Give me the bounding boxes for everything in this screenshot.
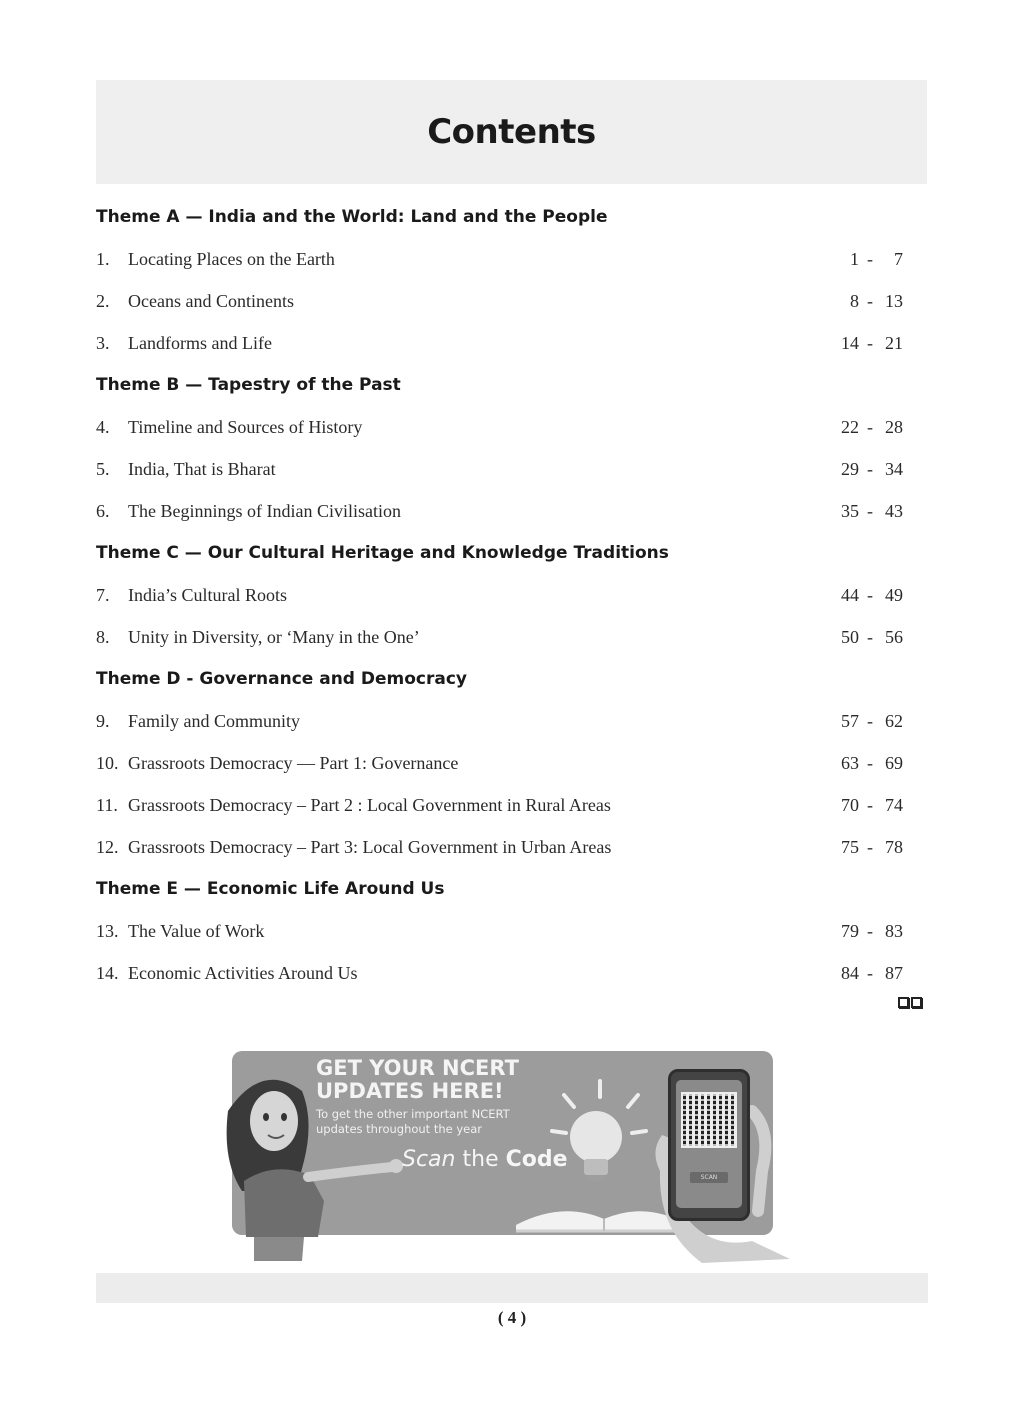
- page-range-separator: -: [867, 416, 873, 437]
- chapter-title: The Beginnings of Indian Civilisation: [128, 500, 401, 521]
- page-range: [837, 585, 927, 606]
- page-range-separator: -: [867, 794, 873, 815]
- page-start: 29: [841, 458, 859, 479]
- page-end: 69: [885, 752, 903, 773]
- chapter-number: 2.: [96, 290, 110, 311]
- page-end: 87: [885, 962, 903, 983]
- page-start: 63: [841, 752, 859, 773]
- page-start: 1: [850, 248, 859, 269]
- open-book-icon: [516, 1211, 688, 1231]
- theme-heading: Theme D - Governance and Democracy: [96, 669, 468, 689]
- page-start: 70: [841, 794, 859, 815]
- page-end: 62: [885, 710, 903, 731]
- phone-icon: [668, 1069, 750, 1221]
- page-start: 57: [841, 710, 859, 731]
- toc-entry[interactable]: [96, 826, 927, 868]
- page-start: 75: [841, 836, 859, 857]
- toc-entry[interactable]: [96, 280, 927, 322]
- page-end: 21: [885, 332, 903, 353]
- page-range-separator: -: [867, 920, 873, 941]
- page-range: [837, 963, 927, 984]
- square-icon: [911, 997, 922, 1008]
- banner-subtext: [316, 1107, 576, 1137]
- scan-the-code-text: [402, 1147, 568, 1172]
- page-range-separator: -: [867, 248, 873, 269]
- page-end: 74: [885, 794, 903, 815]
- contents-header: [96, 80, 927, 184]
- page-title: Contents: [427, 112, 596, 152]
- toc-entry[interactable]: [96, 784, 927, 826]
- page-range: [837, 417, 927, 438]
- page-range: [837, 837, 927, 858]
- banner-subtext-line: To get the other important NCERT: [316, 1107, 510, 1121]
- chapter-number: 10.: [96, 752, 119, 773]
- toc-entry[interactable]: [96, 616, 927, 658]
- page-start: 8: [850, 290, 859, 311]
- page-end: 28: [885, 416, 903, 437]
- chapter-title: Landforms and Life: [128, 332, 272, 353]
- page-range: [837, 291, 927, 312]
- toc-entry[interactable]: [96, 406, 927, 448]
- phone-screen: [676, 1080, 742, 1208]
- page-start: 79: [841, 920, 859, 941]
- chapter-title: Family and Community: [128, 710, 301, 731]
- chapter-title: Grassroots Democracy — Part 1: Governance: [128, 752, 459, 773]
- page-range-separator: -: [867, 962, 873, 983]
- page-end: 7: [894, 248, 903, 269]
- toc-entry[interactable]: [96, 322, 927, 364]
- the-word: the: [462, 1147, 499, 1172]
- page-range: [837, 459, 927, 480]
- chapter-title: The Value of Work: [128, 920, 265, 941]
- page-range: [837, 249, 927, 270]
- phone-scan-button[interactable]: SCAN: [690, 1172, 728, 1183]
- toc-entry[interactable]: [96, 742, 927, 784]
- page-range-separator: -: [867, 500, 873, 521]
- page-end: 34: [885, 458, 903, 479]
- page-start: 35: [841, 500, 859, 521]
- chapter-number: 14.: [96, 962, 119, 983]
- chapter-number: 3.: [96, 332, 110, 353]
- page-end: 13: [885, 290, 903, 311]
- page-range: [837, 921, 927, 942]
- page-range-separator: -: [867, 290, 873, 311]
- page-range-separator: -: [867, 710, 873, 731]
- chapter-title: Locating Places on the Earth: [128, 248, 335, 269]
- chapter-title: Grassroots Democracy – Part 2 : Local Government in Rural Areas: [128, 794, 611, 815]
- theme-heading: Theme E — Economic Life Around Us: [96, 879, 445, 899]
- chapter-number: 4.: [96, 416, 110, 437]
- chapter-title: Unity in Diversity, or ‘Many in the One’: [128, 626, 420, 647]
- page-start: 44: [841, 584, 859, 605]
- page-start: 50: [841, 626, 859, 647]
- page-start: 22: [841, 416, 859, 437]
- page-range: [837, 627, 927, 648]
- banner-headline-line: UPDATES HERE!: [316, 1079, 504, 1103]
- toc-entry[interactable]: [96, 910, 927, 952]
- end-mark-icon: [898, 997, 922, 1008]
- page-range: [837, 501, 927, 522]
- footer-band: [96, 1273, 928, 1303]
- page-range-separator: -: [867, 626, 873, 647]
- chapter-title: Oceans and Continents: [128, 290, 294, 311]
- chapter-number: 5.: [96, 458, 110, 479]
- chapter-number: 6.: [96, 500, 110, 521]
- page-start: 14: [841, 332, 859, 353]
- theme-heading: Theme B — Tapestry of the Past: [96, 375, 401, 395]
- banner-headline: [316, 1057, 576, 1103]
- chapter-title: Timeline and Sources of History: [128, 416, 363, 437]
- chapter-title: India, That is Bharat: [128, 458, 276, 479]
- page-range-separator: -: [867, 752, 873, 773]
- toc-entry[interactable]: [96, 490, 927, 532]
- toc-entry[interactable]: [96, 700, 927, 742]
- page-end: 43: [885, 500, 903, 521]
- theme-heading: Theme C — Our Cultural Heritage and Knowledge Traditions: [96, 543, 669, 563]
- page-range-separator: -: [867, 332, 873, 353]
- page-end: 56: [885, 626, 903, 647]
- theme-heading: Theme A — India and the World: Land and the People: [96, 207, 608, 227]
- scan-word: Scan: [402, 1147, 456, 1172]
- chapter-number: 9.: [96, 710, 110, 731]
- page-range: [837, 711, 927, 732]
- code-word: Code: [505, 1147, 568, 1172]
- toc-entry[interactable]: [96, 574, 927, 616]
- page-end: 49: [885, 584, 903, 605]
- page-range: [837, 795, 927, 816]
- ncert-updates-banner[interactable]: [232, 1051, 773, 1235]
- chapter-number: 7.: [96, 584, 110, 605]
- chapter-number: 1.: [96, 248, 110, 269]
- page-range-separator: -: [867, 584, 873, 605]
- chapter-title: Grassroots Democracy – Part 3: Local Government in Urban Areas: [128, 836, 612, 857]
- chapter-number: 12.: [96, 836, 119, 857]
- chapter-number: 11.: [96, 794, 118, 815]
- banner-subtext-line: updates throughout the year: [316, 1122, 483, 1136]
- page-end: 78: [885, 836, 903, 857]
- banner-headline-line: GET YOUR NCERT: [316, 1056, 519, 1080]
- chapter-title: India’s Cultural Roots: [128, 584, 287, 605]
- page-end: 83: [885, 920, 903, 941]
- page-range-separator: -: [867, 458, 873, 479]
- toc-entry[interactable]: [96, 448, 927, 490]
- chapter-number: 8.: [96, 626, 110, 647]
- chapter-number: 13.: [96, 920, 119, 941]
- toc-entry[interactable]: [96, 238, 927, 280]
- table-of-contents: [96, 196, 927, 994]
- toc-entry[interactable]: [96, 952, 927, 994]
- page-start: 84: [841, 962, 859, 983]
- qr-code-icon[interactable]: [683, 1094, 735, 1146]
- page-range: [837, 333, 927, 354]
- page-number: ( 4 ): [497, 1308, 527, 1327]
- chapter-title: Economic Activities Around Us: [128, 962, 358, 983]
- page-range-separator: -: [867, 836, 873, 857]
- square-icon: [898, 997, 909, 1008]
- page-range: [837, 753, 927, 774]
